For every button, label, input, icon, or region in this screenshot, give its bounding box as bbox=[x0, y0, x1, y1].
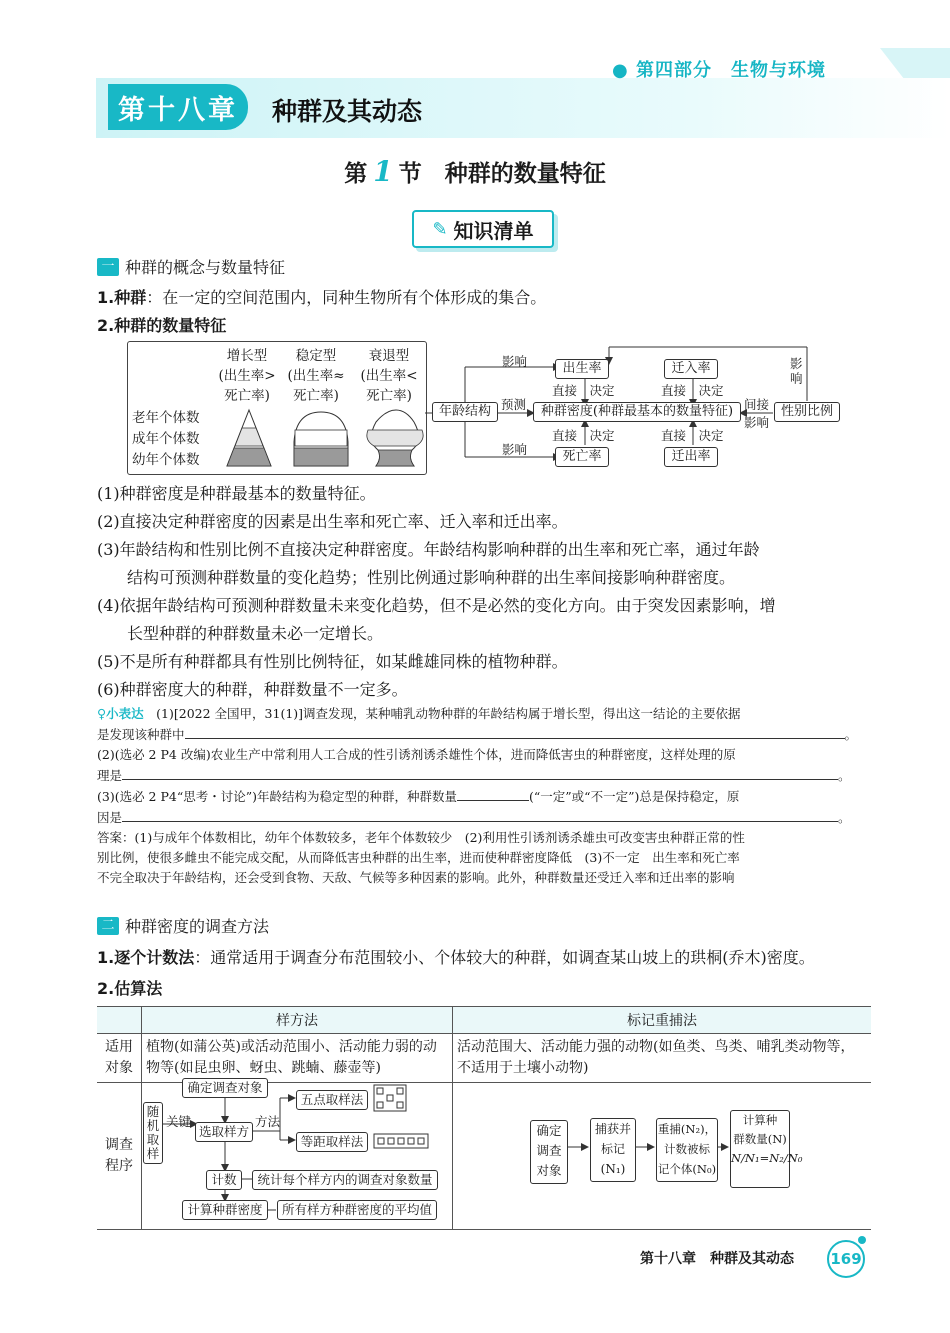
cell-quadrat-target: 植物(如蒲公英)或活动范围小、活动能力弱的动物等(如昆虫卵、蚜虫、跳蝻、藤壶等) bbox=[142, 1034, 453, 1083]
box-immigration-rate: 迁入率 bbox=[664, 359, 718, 379]
page-number-dot bbox=[858, 1236, 866, 1244]
type-increasing: 增长型 (出生率> 死亡率) bbox=[218, 348, 276, 404]
method-estimation: 2.估算法 bbox=[97, 979, 163, 998]
row-label-procedure: 调查程序 bbox=[97, 1083, 142, 1230]
box-sex-ratio: 性别比例 bbox=[774, 402, 840, 422]
label-influence-indirect: 影响 bbox=[744, 415, 770, 430]
box-emigration-rate: 迁出率 bbox=[664, 447, 718, 467]
answer-line-1: 答案：(1)与成年个体数相比，幼年个体数较多，老年个体数较少 (2)利用性引诱剂诱杀雄虫可改变害虫种群正常的性 bbox=[97, 830, 745, 845]
age-row-labels: 老年个体数 成年个体数 幼年个体数 bbox=[132, 410, 200, 468]
box-confirm-target: 确定调查对象 bbox=[182, 1078, 268, 1098]
answer-blank-2[interactable] bbox=[122, 765, 838, 780]
type-stable: 稳定型 (出生率≈ 死亡率) bbox=[287, 348, 345, 404]
box-count: 计数 bbox=[206, 1170, 242, 1190]
five-point-icon bbox=[373, 1084, 407, 1112]
label-influence-bottom: 影响 bbox=[502, 442, 528, 457]
box-equal-distance: 等距取样法 bbox=[296, 1132, 368, 1152]
answer-line-2: 别比例，使很多雌虫不能完成交配，从而降低害虫种群的出生率，进而使种群密度降低 (3)不一定 出生率和死亡率 bbox=[97, 850, 740, 865]
col-quadrat: 样方法 bbox=[142, 1007, 453, 1034]
label-predict: 预测 bbox=[501, 397, 527, 412]
box-mr-recapture: 重捕(N₂)， 计数被标 记个体(N₀) bbox=[656, 1118, 718, 1182]
cell-mark-target: 活动范围大、活动能力强的动物(如鱼类、鸟类、哺乳类动物等，不适用于土壤小动物) bbox=[453, 1034, 872, 1083]
answer-blank-3[interactable] bbox=[457, 786, 529, 801]
section-title: 第 1 节 种群的数量特征 bbox=[344, 155, 606, 188]
notepad-icon: ✎ bbox=[432, 218, 448, 240]
method-count-individually: 1.逐个计数法：通常适用于调查分布范围较小、个体较大的种群，如调查某山坡上的珙桐(乔木)密度。 bbox=[97, 948, 815, 967]
label-method: 方法 bbox=[255, 1114, 281, 1129]
lightbulb-icon: ♀ bbox=[97, 706, 107, 721]
box-calc-density: 计算种群密度 bbox=[182, 1200, 268, 1220]
label-direct-3: 直接 决定 bbox=[661, 383, 724, 398]
box-mr-calc: 计算种 群数量(N) N/N₁=N₂/N₀ bbox=[730, 1110, 790, 1188]
heading-population-concept: 一 种群的概念与数量特征 bbox=[97, 255, 285, 278]
answer-blank-1[interactable] bbox=[185, 724, 845, 739]
label-key: 关键 bbox=[166, 1114, 192, 1129]
row-label-target: 适用对象 bbox=[97, 1034, 142, 1083]
box-birth-rate: 出生率 bbox=[555, 359, 609, 379]
feature-notes: (1)种群密度是种群最基本的数量特征。 (2)直接决定种群密度的因素是出生率和死亡率、迁入率和迁出率。 (3)年龄结构和性别比例不直接决定种群密度。年龄结构影响种群的出生率和死亡率，通过年龄 结构可预测种群数量的变化趋势；性别比例通过影响种群的出生率间接影响种群密度。 (4)依据年龄结构可预测种群数量未来变化趋势，但不是必然的变化方向。由于突发因素影响，增 长型种群的种群数量未必一定增长。 (5)不是所有种群都具有性别比例特征，如某雌雄同株的植物种群。 (6)种群密度大的种群，种群数量不一定多。 bbox=[97, 484, 776, 699]
box-mr-capture-mark: 捕获并 标记 (N₁) bbox=[590, 1118, 636, 1182]
answer-line-3: 不完全取决于年龄结构，还会受到食物、天敌、气候等多种因素的影响。此外，种群数量还受迁入率和迁出率的影响 bbox=[97, 870, 735, 885]
label-influence-top: 影响 bbox=[502, 354, 528, 369]
age-structure-diagram bbox=[127, 341, 427, 475]
label-direct-4: 直接 决定 bbox=[661, 428, 724, 443]
box-average-density: 所有样方种群密度的平均值 bbox=[277, 1200, 437, 1220]
box-mr-confirm-target: 确定调查对象 bbox=[530, 1120, 568, 1184]
part-label: ● 第四部分 生物与环境 bbox=[612, 60, 826, 81]
definition-population: 1.种群：在一定的空间范围内，同种生物所有个体形成的集合。 bbox=[97, 288, 547, 307]
box-select-quadrat: 选取样方 bbox=[195, 1122, 253, 1142]
page-number: 169 bbox=[827, 1240, 865, 1278]
chapter-title: 种群及其动态 bbox=[272, 97, 423, 126]
label-indirect: 间接 bbox=[744, 397, 770, 412]
equal-distance-icon bbox=[373, 1133, 429, 1149]
chapter-label: 第十八章 bbox=[108, 84, 248, 130]
label-direct-2: 直接 决定 bbox=[552, 428, 615, 443]
answer-blank-4[interactable] bbox=[122, 807, 838, 822]
box-count-description: 统计每个样方内的调查对象数量 bbox=[252, 1170, 438, 1190]
label-direct-1: 直接 决定 bbox=[552, 383, 615, 398]
col-mark-recapture: 标记重捕法 bbox=[453, 1007, 872, 1034]
age-pyramid-shapes bbox=[216, 406, 426, 472]
footer-chapter: 第十八章 种群及其动态 bbox=[640, 1251, 794, 1267]
definition-quantity-features: 2.种群的数量特征 bbox=[97, 316, 227, 335]
small-expression-block: ♀小表达 (1)[2022 全国甲，31(1)]调查发现，某种哺乳动物种群的年龄结构属于增长型，得出这一结论的主要依据 是发现该种群中 。 (2)(选必 2 P4 改编)农业生产中常利用人工合成的性引诱剂诱杀雄性个体，进而降低害虫的种群密度，这样处理的原 理是 。 (3)(选必 2 P4“思考・讨论”)年龄结构为稳定型的种群，种群数量 (“一定”或“不一定”)总是保持稳定，原 因是 。 答案：(1)与成年个体数相比，幼年个体数较多，老年个体数较少 (2)利用性引诱剂诱杀雄虫可改变害虫种群正常的性 别比例，使很多雌虫不能完成交配，从而降低害虫种群的出生率，进而使种群密度降低 (3)不一定 出生率和死亡率 不完全取决于年龄结构，还会受到食物、天敌、气候等多种因素的影响。此外，种群数量还受迁入率和迁出率的影响 bbox=[97, 704, 873, 888]
box-population-density: 种群密度(种群最基本的数量特征) bbox=[533, 402, 741, 422]
box-five-point: 五点取样法 bbox=[296, 1090, 368, 1110]
type-declining: 衰退型 (出生率< 死亡率) bbox=[360, 348, 418, 404]
box-age-structure: 年龄结构 bbox=[432, 402, 498, 422]
knowledge-list-heading: ✎ 知识清单 bbox=[412, 210, 554, 248]
box-death-rate: 死亡率 bbox=[555, 447, 609, 467]
heading-density-survey: 二 种群密度的调查方法 bbox=[97, 914, 269, 937]
label-influence-vertical: 影 响 bbox=[790, 356, 803, 386]
box-random-sampling: 随机取样 bbox=[143, 1102, 163, 1164]
